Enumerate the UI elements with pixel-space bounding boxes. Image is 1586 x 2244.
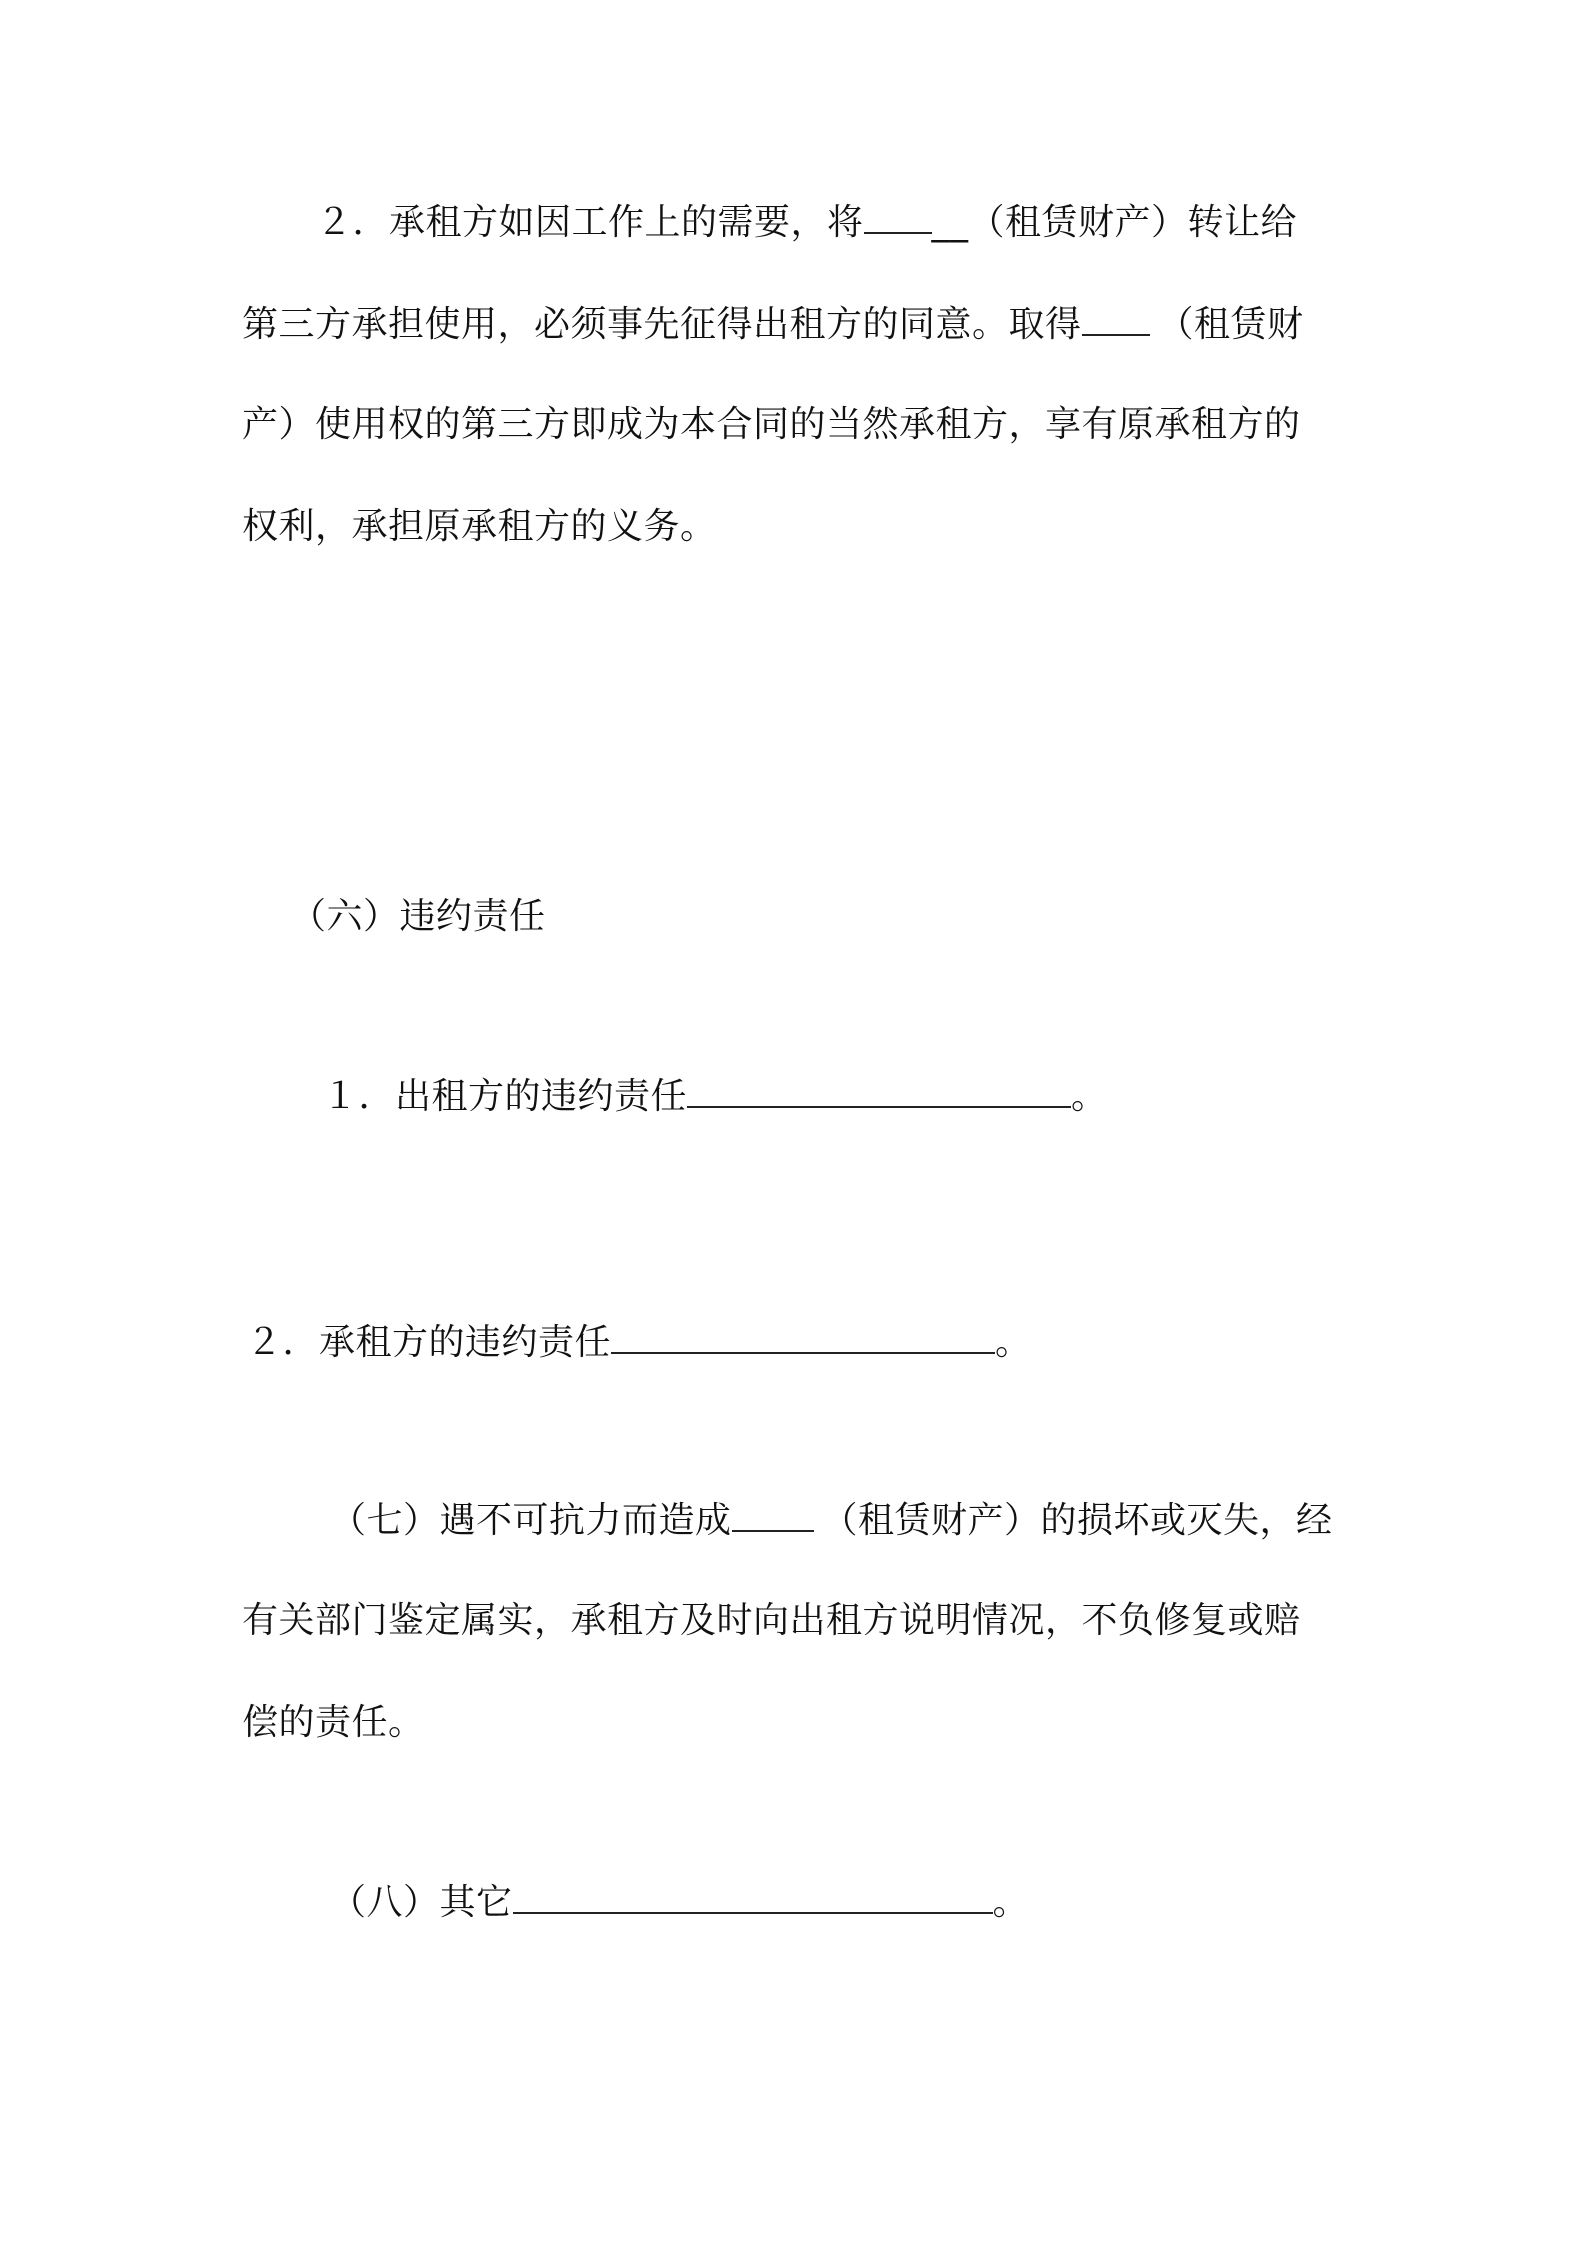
- other-terms-blank[interactable]: [513, 1876, 993, 1914]
- lessor-liability-label: １．出租方的违约责任: [322, 1076, 688, 1117]
- transfer-clause-text: 产）使用权的第三方即成为本合同的当然承租方，享有原承租方的: [242, 404, 1301, 445]
- force-majeure-line-1: [330, 1494, 1333, 1546]
- lessee-liability-blank[interactable]: [611, 1316, 995, 1354]
- transfer-clause-underscore: __: [931, 202, 969, 243]
- transfer-clause-line-1: [316, 196, 1297, 248]
- period-mark: 。: [992, 1882, 1030, 1923]
- lessee-liability-label: ２．承租方的违约责任: [246, 1322, 612, 1363]
- transfer-clause-line-4: [242, 502, 717, 552]
- section-six-heading: [290, 892, 546, 942]
- lessor-liability-blank[interactable]: [687, 1070, 1071, 1108]
- lessor-liability-line: [322, 1070, 1108, 1122]
- period-mark: 。: [1071, 1076, 1108, 1117]
- transfer-clause-text: ２．承租方如因工作上的需要，将: [316, 202, 864, 243]
- lessee-liability-line: [246, 1316, 1032, 1368]
- force-majeure-text: （七）遇不可抗力而造成: [330, 1500, 732, 1541]
- other-terms-label: （八）其它: [330, 1882, 513, 1923]
- section-heading: （六）违约责任: [290, 896, 546, 937]
- leased-property-blank[interactable]: [732, 1494, 814, 1532]
- leased-property-blank[interactable]: [864, 196, 932, 234]
- force-majeure-text: 有关部门鉴定属实，承租方及时向出租方说明情况，不负修复或赔: [242, 1600, 1301, 1641]
- transfer-clause-text: 第三方承担使用，必须事先征得出租方的同意。取得: [242, 304, 1082, 345]
- transfer-clause-line-2: [242, 298, 1304, 350]
- force-majeure-text: 偿的责任。: [242, 1702, 425, 1743]
- force-majeure-line-3: [242, 1698, 425, 1748]
- transfer-clause-text-tail: （租赁财: [1157, 304, 1304, 345]
- force-majeure-text-tail: （租赁财产）的损坏或灭失，经: [821, 1500, 1333, 1541]
- transfer-clause-line-3: [242, 400, 1301, 450]
- other-terms-line: [330, 1876, 1029, 1928]
- period-mark: 。: [995, 1322, 1032, 1363]
- force-majeure-line-2: [242, 1596, 1301, 1646]
- leased-property-blank[interactable]: [1082, 298, 1150, 336]
- transfer-clause-text: 权利，承担原承租方的义务。: [242, 506, 717, 547]
- transfer-clause-text-tail: （租赁财产）转让给: [968, 202, 1298, 243]
